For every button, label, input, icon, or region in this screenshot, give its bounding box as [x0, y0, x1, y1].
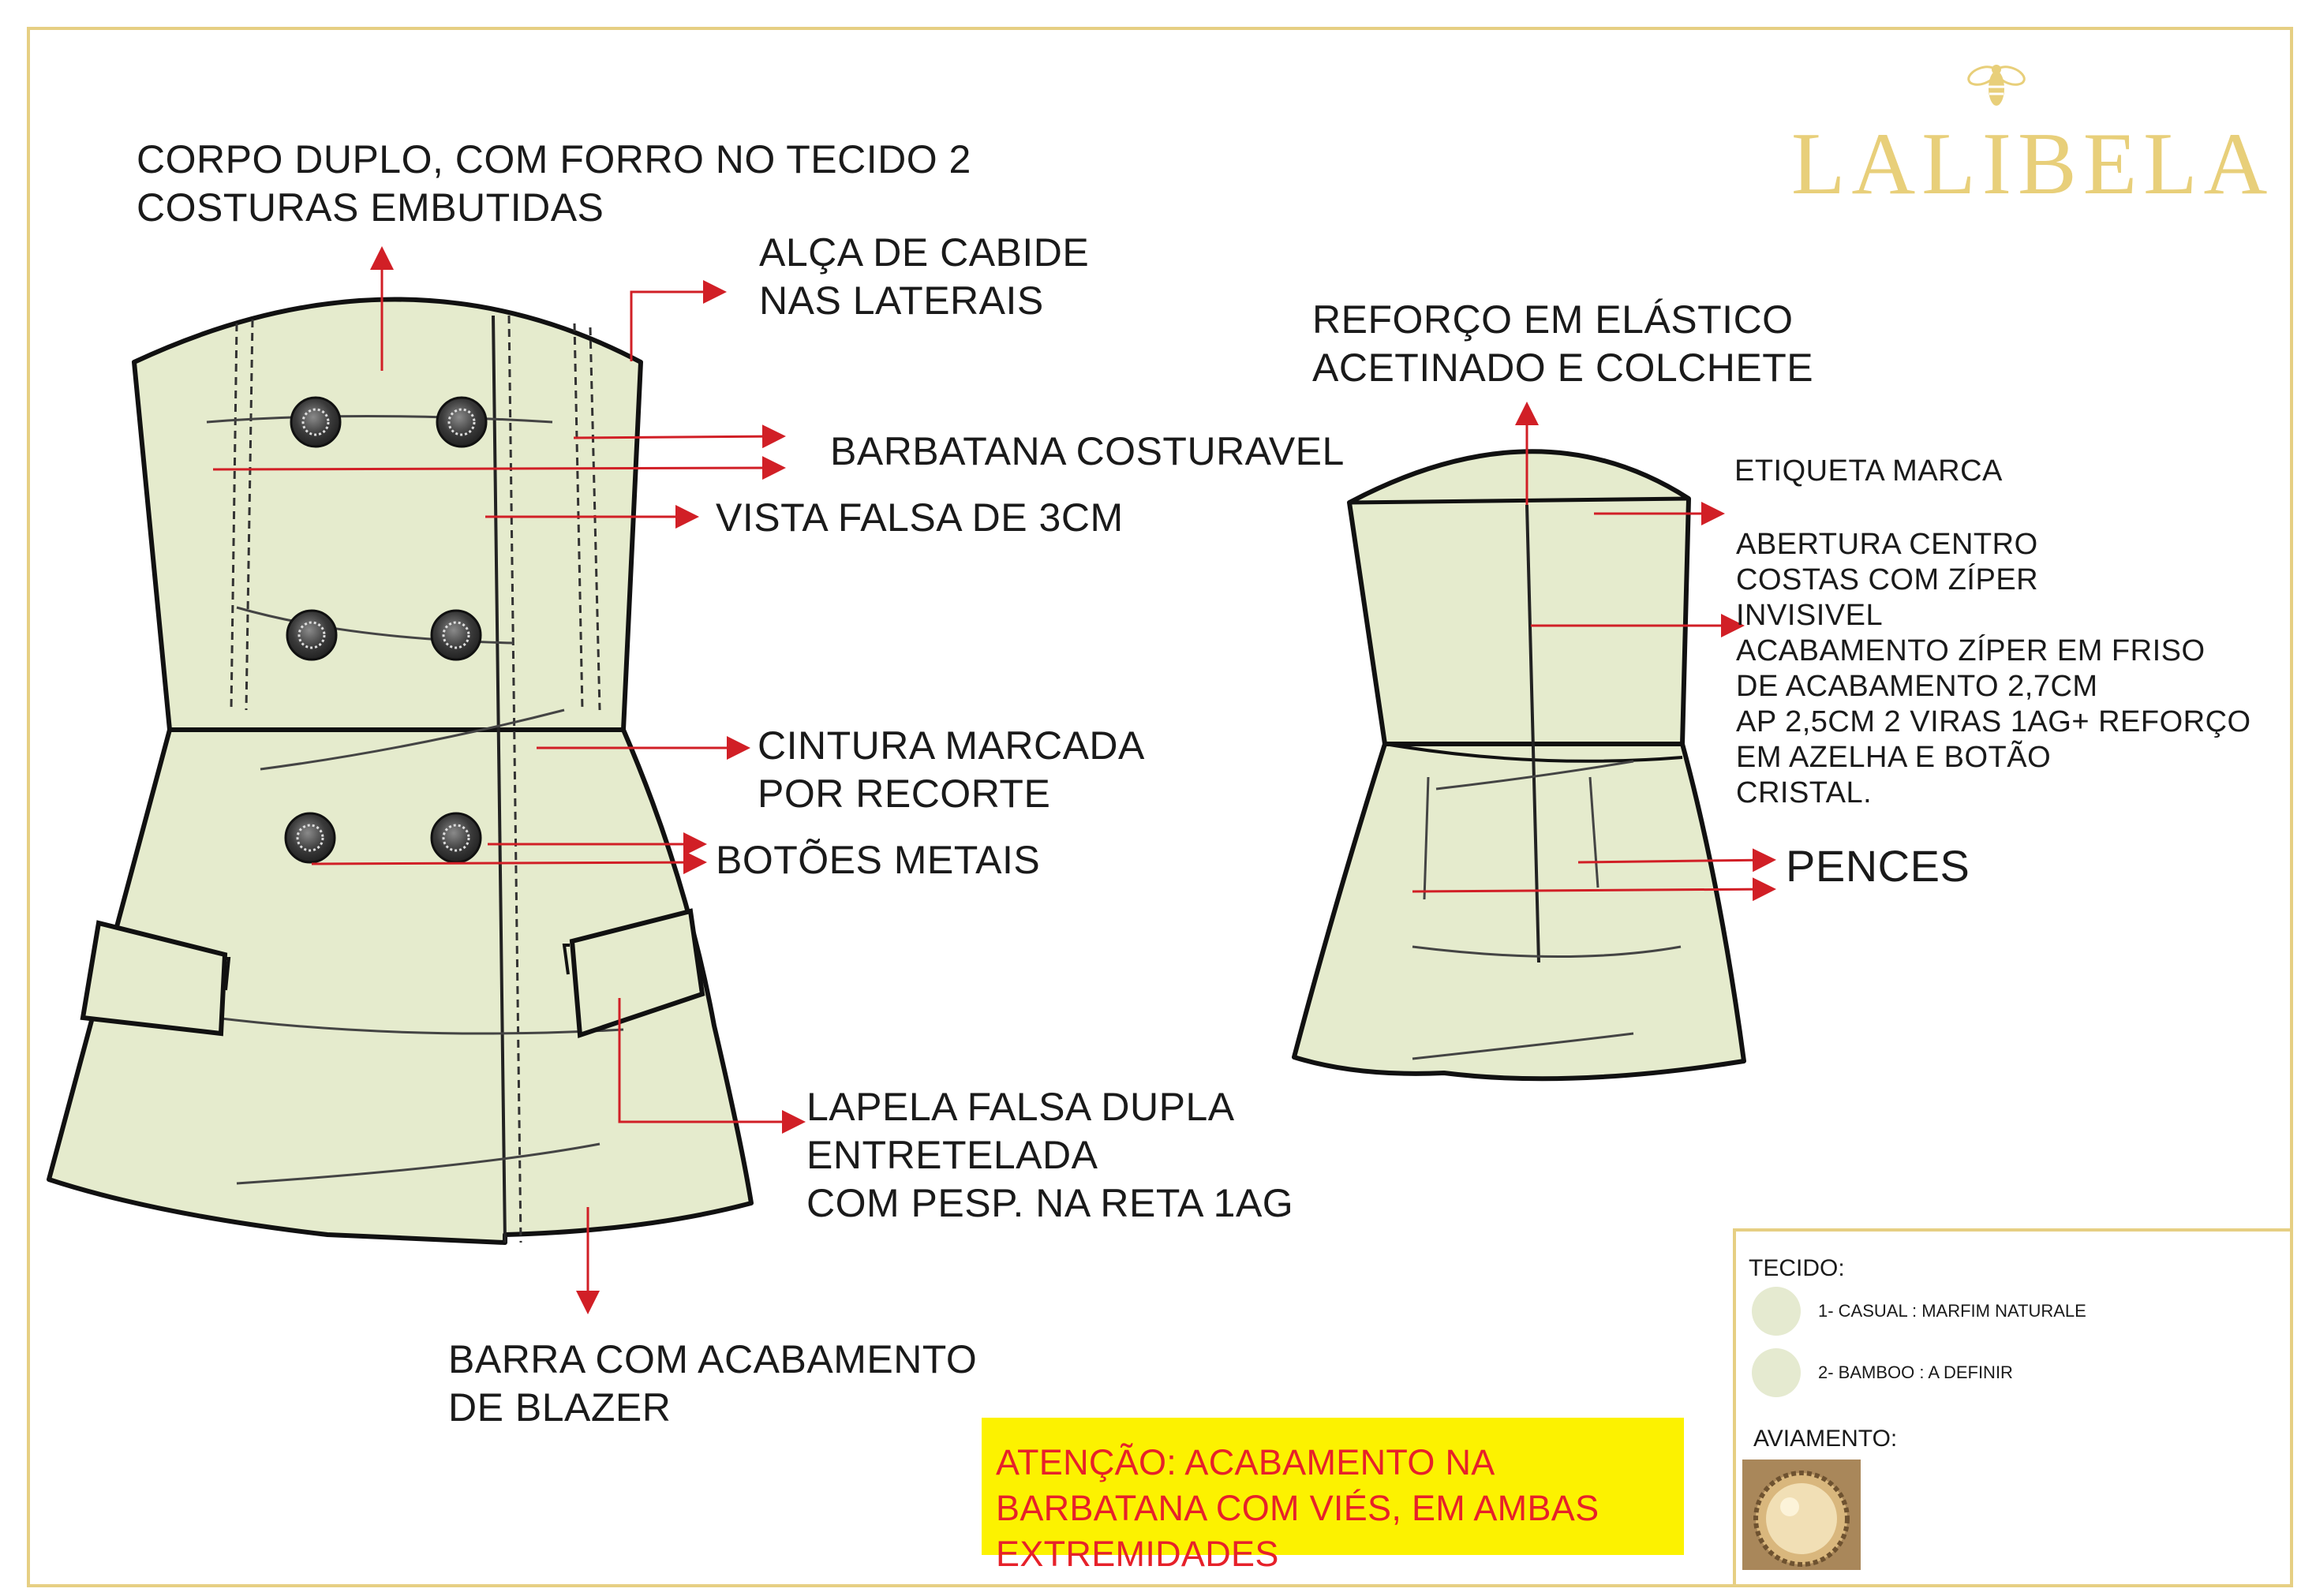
- fabric-swatch-2: [1752, 1348, 1801, 1397]
- legend-item-1: 1- CASUAL : MARFIM NATURALE: [1818, 1301, 2086, 1321]
- annotation-vista: VISTA FALSA DE 3CM: [716, 495, 1124, 540]
- annotation-alca: ALÇA DE CABIDE NAS LATERAIS: [759, 230, 1090, 323]
- annotation-etiqueta: ETIQUETA MARCA: [1734, 454, 2003, 488]
- metal-button-icon: [432, 813, 481, 862]
- front-bodice: [134, 300, 641, 731]
- metal-button-icon: [291, 398, 340, 447]
- back-bodice: [1349, 451, 1689, 744]
- fabric-swatch-1: [1752, 1287, 1801, 1336]
- metal-button-icon: [432, 611, 481, 660]
- annotation-botoes: BOTÕES METAIS: [716, 838, 1041, 882]
- warning-note: ATENÇÃO: ACABAMENTO NA BARBATANA COM VIÉS, EM AMBAS EXTREMIDADES: [982, 1418, 1684, 1555]
- metal-button-icon: [287, 611, 336, 660]
- metal-button-icon: [437, 398, 486, 447]
- legend-tecido-title: TECIDO:: [1749, 1255, 1845, 1281]
- annotation-corpo: CORPO DUPLO, COM FORRO NO TECIDO 2 COSTURAS EMBUTIDAS: [137, 137, 971, 230]
- annotation-abertura: ABERTURA CENTRO COSTAS COM ZÍPER INVISIVEL ACABAMENTO ZÍPER EM FRISO DE ACABAMENTO 2,7CM AP 2,5CM 2 VIRAS 1AG+ REFORÇO EM AZELHA E BOTÃO CRISTAL.: [1736, 528, 2251, 809]
- annotation-pences: PENCES: [1786, 841, 1970, 891]
- annotation-lapela: LAPELA FALSA DUPLA ENTRETELADA COM PESP. NA RETA 1AG: [806, 1085, 1294, 1225]
- annotation-reforco: REFORÇO EM ELÁSTICO ACETINADO E COLCHETE: [1312, 297, 1814, 390]
- metal-button-icon: [286, 813, 335, 862]
- annotation-barra: BARRA COM ACABAMENTO DE BLAZER: [448, 1337, 978, 1430]
- back-view: [1294, 451, 1744, 1078]
- legend-item-2: 2- BAMBOO : A DEFINIR: [1818, 1362, 2013, 1382]
- front-view: [49, 300, 751, 1243]
- legend-aviamento-title: AVIAMENTO:: [1753, 1426, 1898, 1452]
- brand-logo: LALIBELA: [1791, 115, 2274, 213]
- annotation-cintura: CINTURA MARCADA POR RECORTE: [758, 723, 1145, 816]
- crystal-button-photo: [1742, 1460, 1861, 1570]
- annotation-barbatana: BARBATANA COSTURAVEL: [830, 429, 1345, 473]
- back-skirt: [1294, 744, 1744, 1078]
